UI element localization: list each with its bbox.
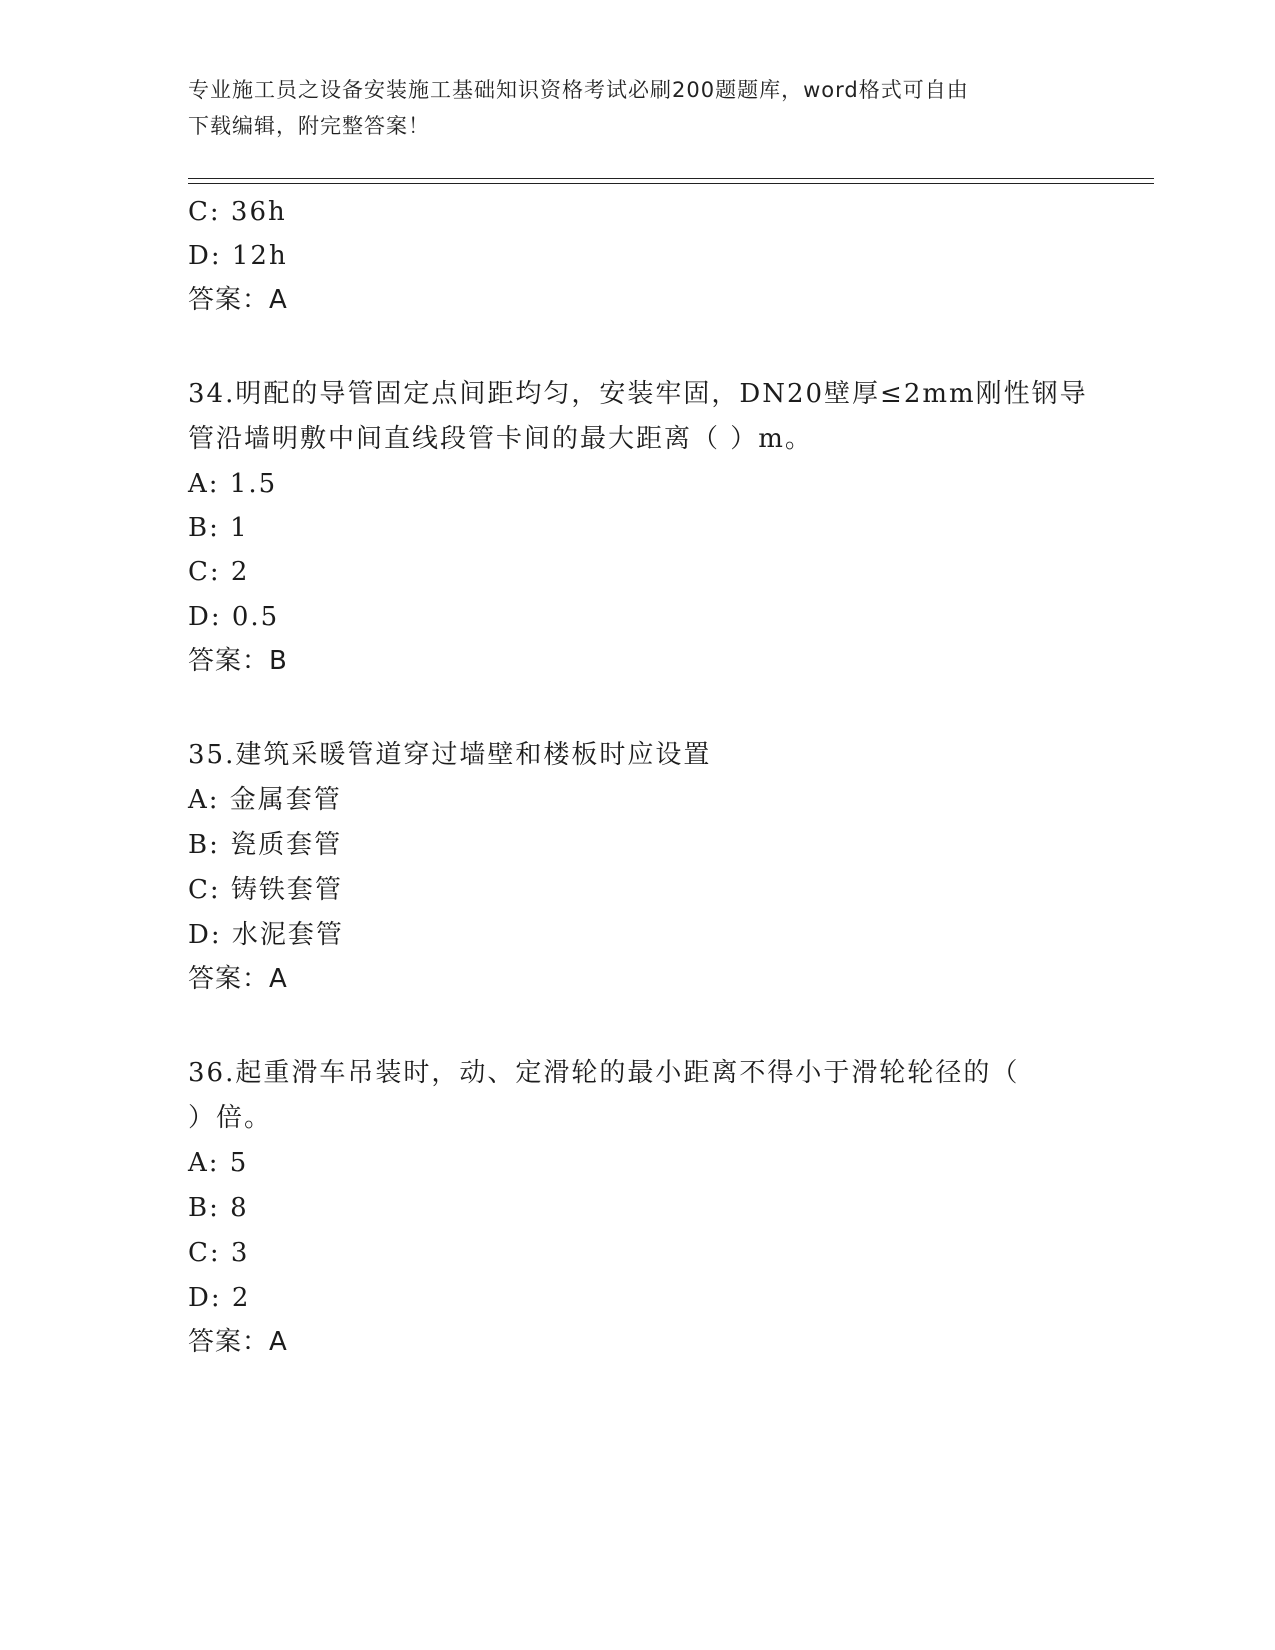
q36-option-a: A: 5 bbox=[188, 1148, 249, 1178]
q36-answer: 答案：A bbox=[188, 1327, 288, 1357]
prev-answer: 答案：A bbox=[188, 285, 288, 315]
q34-option-b: B: 1 bbox=[188, 513, 249, 543]
prev-option-d: D: 12h bbox=[188, 241, 288, 271]
header-line-2: 下载编辑，附完整答案！ bbox=[188, 114, 430, 138]
q36-stem-line-1: 36.起重滑车吊装时，动、定滑轮的最小距离不得小于滑轮轮径的（ bbox=[188, 1058, 1020, 1088]
q34-stem-line-1: 34.明配的导管固定点间距均匀，安装牢固，DN20壁厚≤2mm刚性钢导 bbox=[188, 379, 1088, 409]
q34-stem-line-2: 管沿墙明敷中间直线段管卡间的最大距离（ ）m。 bbox=[188, 424, 813, 454]
q35-option-a: A: 金属套管 bbox=[188, 785, 342, 815]
q35-option-b: B: 瓷质套管 bbox=[188, 830, 343, 860]
q35-stem-line-1: 35.建筑采暖管道穿过墙壁和楼板时应设置 bbox=[188, 740, 712, 770]
q36-option-c: C: 3 bbox=[188, 1238, 250, 1268]
q34-answer: 答案：B bbox=[188, 646, 288, 676]
q36-option-d: D: 2 bbox=[188, 1283, 251, 1313]
prev-option-c: C: 36h bbox=[188, 197, 287, 227]
document-header bbox=[188, 72, 1088, 144]
header-line-1: 专业施工员之设备安装施工基础知识资格考试必刷200题题库，word格式可自由 bbox=[188, 78, 969, 102]
q35-answer: 答案：A bbox=[188, 964, 288, 994]
q34-option-a: A: 1.5 bbox=[188, 469, 278, 499]
q36-option-b: B: 8 bbox=[188, 1193, 249, 1223]
header-divider-bottom bbox=[188, 183, 1154, 184]
q35-option-c: C: 铸铁套管 bbox=[188, 875, 343, 905]
q34-option-c: C: 2 bbox=[188, 557, 250, 587]
header-divider-top bbox=[188, 178, 1154, 179]
q34-option-d: D: 0.5 bbox=[188, 602, 280, 632]
q36-stem-line-2: ）倍。 bbox=[188, 1103, 273, 1133]
q35-option-d: D: 水泥套管 bbox=[188, 920, 344, 950]
